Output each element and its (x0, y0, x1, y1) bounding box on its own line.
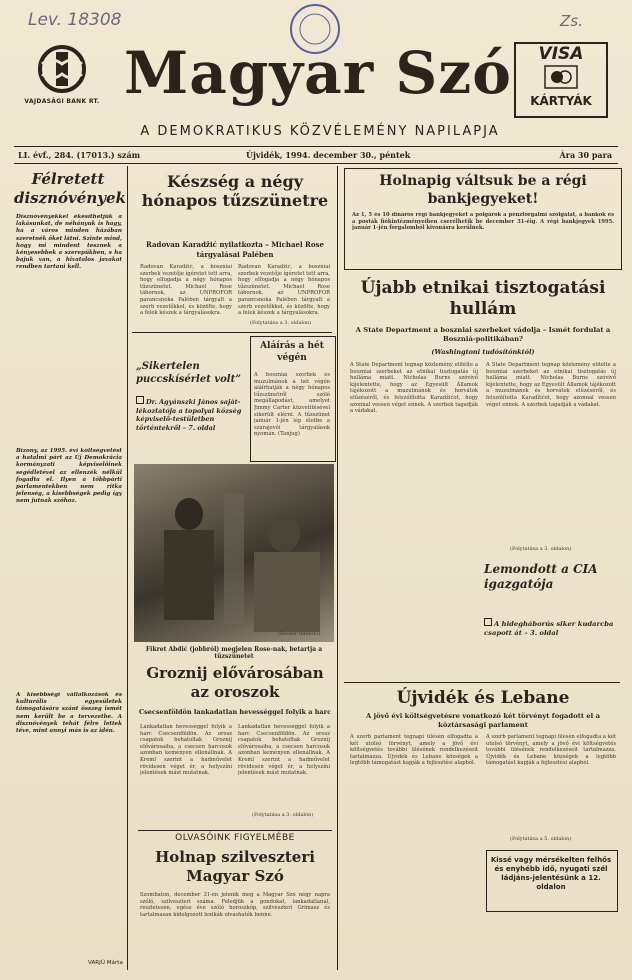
bottom-headline: Holnap szilveszteri Magyar Szó (155, 848, 315, 885)
left-body-3: A kisebbségi vállalkozások és kulturális egyesületek támogatására szánt összeg ismét nem került be a tervezetbe. A disznóvények tehát félre lettek téve, mint annyi más is az idén. (16, 692, 122, 735)
checkbox-icon (136, 396, 144, 404)
visa-label: KÁRTYÁK (530, 94, 592, 108)
top-body: Radovan Karadžić, a boszniai szerbek vezetője ígéretet tett arra, hogy elfogadja a négy hónapos tűzszünetet. Michael Rose tábornok, az UNPROFOR parancsnoka Palében tárgyalt a szerb vezetőkkel, és közölte, hogy a felek készek a tárgyalásokra. (140, 264, 232, 317)
top-headline: Készség a négy hónapos tűzszünetre (141, 172, 329, 210)
bankjegy-headline: Holnapig váltsuk be a régi bankjegyeket! (379, 173, 587, 207)
weather-teaser: Kissé vagy mérsékelten felhős és enyhébb idő, nyugati szél ládjáns-jelentésünk a 12. oldalon (490, 856, 612, 891)
ujvidek-body: A szerb parlament tegnapi ülésén elfogadta a két utolsó törvényt, amely a jövő évi költségvetés további ülésének rendelkezéseit tartalmazza. Újvidék és Lebane községek a legtöbb támogatást kapják a fejlesztési alapból. (350, 734, 478, 767)
ethnic-subhead: A State Department a boszniai szerbeket vádolja – Ismét fordulat a Boszniá-politikában? (355, 326, 611, 343)
mid-body-cont: Lankadatlan hevességgel folyik a harc Csecsenföldön. Az orosz csapatok behatoltak Groznij elővárosaiba, a csecsen harcosok azonban keményen ellenállnak. A Kreml szerint a hadművelet rövidesen véget ér, a helyszíni jelentések mást mutatnak. (238, 724, 330, 777)
ujvidek-headline: Újvidék és Lebane (396, 688, 570, 708)
ethnic-source: (Washingtoni tudósítónktól) (431, 348, 535, 356)
left-headline: Félretett disznóvények (14, 170, 126, 207)
checkbox-icon (484, 618, 492, 626)
handwritten-mark: Zs. (560, 12, 583, 30)
quote-caption (136, 396, 246, 432)
photo-credit: (Reuter telefotó) (278, 631, 321, 637)
bank-name: VAJDASÁGI BANK RT. (24, 98, 100, 105)
ujvidek-body-cont: A szerb parlament tegnapi ülésén elfogadta a két utolsó törvényt, amely a jövő évi költségvetés további ülésének rendelkezéseit tartalmazza. Újvidék és Lebane községek a legtöbb támogatást kapják a fejlesztési alapból. (486, 734, 616, 767)
price: Ára 30 para (559, 150, 612, 160)
divider (132, 332, 332, 333)
mid-headline: Groznij elővárosában az oroszok (146, 664, 324, 701)
mid-body: Lankadatlan hevességgel folyik a harc Csecsenföldön. Az orosz csapatok behatoltak Groznij elővárosaiba, a csecsen harcosok azonban keményen ellenállnak. A Kreml szerint a hadművelet rövidesen véget ér, a helyszíni jelentések mást mutatnak. (140, 724, 232, 777)
news-photo (134, 464, 334, 642)
handwritten-reference: Lev. 18308 (28, 10, 122, 30)
visa-ad (514, 42, 608, 118)
ujvidek-subhead: A jövő évi költségvetésre vonatkozó két törvényt fogadott el a köztársasági parlament (365, 712, 601, 729)
masthead-subtitle: A DEMOKRATIKUS KÖZVÉLEMÉNY NAPILAPJA (140, 124, 500, 139)
column-rule (337, 166, 338, 970)
left-body-2: Bizony, az 1995. évi költségvetést a hatalmi párt az Új Demokrácia kormányzati képviselőinek segédletével az ellenzék nélkül fogadta el. Ilyen a többpárti parlamentekben nem ritka jelenség, a kisebbségek pedig így nem jutnak szóhoz. (16, 448, 122, 505)
bottom-body: Szombaton, december 31-én jelenik meg a Magyar Szó négy napra szóló, szilveszteri száma. Feledjük a gondokat, lankadatlanul, reszletesen, egész éve szóló horoszkóp, szilveszteri Grimasz és tartalmasan kidolgozott lexikák olvashatók benne. (140, 892, 330, 918)
visa-brand: VISA (538, 44, 584, 64)
bankjegy-body: Az 1, 5 és 10 dináros régi bankjegyeket a polgárok a pénzforgalmi szolgálat, a bankok és a posták fiókintézményeiben cserélhetik be december 31-éig. A régi bankjegyek 1995. január 1-jén forgalomból kivonásra kerülnek. (352, 212, 614, 232)
side-body: A boszniai szerbek és muzulmánok a hét végén aláírhatják a négy hónapos tűzszünetről szóló megállapodást, amelyet Jimmy Carter közvetítésével sikerült elérni. A tűzszünet január 1-jén lép életbe a szarajevói tárgyalások nyomán. (Tanjug) (254, 372, 330, 438)
left-body-1: Disznóvényekkel ékesíthetjük a lakásunkat, de néhányuk is hagy, ha a város minden házában szeretnék őket látni. Szinte mind, hogy mi mindent tesznek a kényesebbek a szerepükben, s ha bajuk van, a hivatalos javakat rendben tartani kell. (16, 214, 122, 271)
quote-caption-text: Dr. Agyánszki János saját-lékoztatója a topolyai község képviselő-testületben történtekről – 7. oldal (136, 398, 242, 432)
divider (344, 682, 620, 683)
quote-headline: „Sikertelen puccskísérlet volt” (136, 361, 241, 385)
photo-caption: Fikret Abdić (jobbról) megjelen Rose-nak, betartja a tűzszünetet (145, 646, 323, 660)
info-bar (14, 146, 618, 164)
side-headline: Aláírás a hét végén (260, 341, 324, 363)
top-continued: (Folytatása a 3. oldalon) (250, 320, 312, 326)
photo-figures-icon (134, 464, 334, 642)
ethnic-headline: Újabb etnikai tisztogatási hullám (360, 278, 606, 319)
cia-headline: Lemondott a CIA igazgatója (484, 562, 598, 591)
cia-teaser (484, 618, 614, 638)
bank-logo (17, 44, 107, 114)
left-signature: VARJÚ Márta (88, 960, 123, 966)
column-rule (127, 166, 128, 970)
bank-mark-icon (32, 44, 92, 94)
issue-number: LI. évf., 284. (17013.) szám (18, 150, 141, 160)
mid-subhead: Csecsenföldön lankadatlan hevességgel folyik a harc (138, 708, 332, 716)
ethnic-body: A State Department tegnap közlemény elítélte a boszniai szerbeket az etnikai tisztogatás új hulláma miatt. Nicholas Burns szóvivő kijelentette, hogy az Egyesült Államok tájékozott a muzulmánok és horvátok elűzéséről, és felszólította Karadžićot, hogy azonnal vessen véget ennek. A szerbek tagadják a vádakat. (350, 362, 478, 415)
ethnic-continued: (Folytatása a 3. oldalon) (510, 546, 572, 552)
ujvidek-continued: (Folytatása a 5. oldalon) (510, 836, 572, 842)
top-body-cont: Radovan Karadžić, a boszniai szerbek vezetője ígéretet tett arra, hogy elfogadja a négy hónapos tűzszünetet. Michael Rose tábornok, az UNPROFOR parancsnoka Palében tárgyalt a szerb vezetőkkel, és közölte, hogy a felek készek a tárgyalásokra. (238, 264, 330, 317)
top-subhead: Radovan Karadžić nyilatkozta – Michael Rose tárgyalásai Palében (146, 240, 324, 259)
ethnic-body-cont: A State Department tegnap közlemény elítélte a boszniai szerbeket az etnikai tisztogatás új hulláma miatt. Nicholas Burns szóvivő kijelentette, hogy az Egyesült Államok tájékozott a muzulmánok és horvátok elűzéséről, és felszólította Karadžićot, hogy azonnal vessen véget ennek. A szerbek tagadják a vádakat. (486, 362, 616, 408)
readers-banner: OLVASÓINK FIGYELMÉBE (138, 830, 332, 843)
cia-teaser-text: A hidegháborús siker kudarcba csapott át – 3. oldal (484, 620, 614, 637)
dateline: Újvidék, 1994. december 30., péntek (246, 150, 411, 160)
mid-continued: (Folytatása a 3. oldalon) (252, 812, 314, 818)
masthead-title: Magyar Szó (124, 39, 512, 107)
card-logo-icon (543, 64, 579, 90)
